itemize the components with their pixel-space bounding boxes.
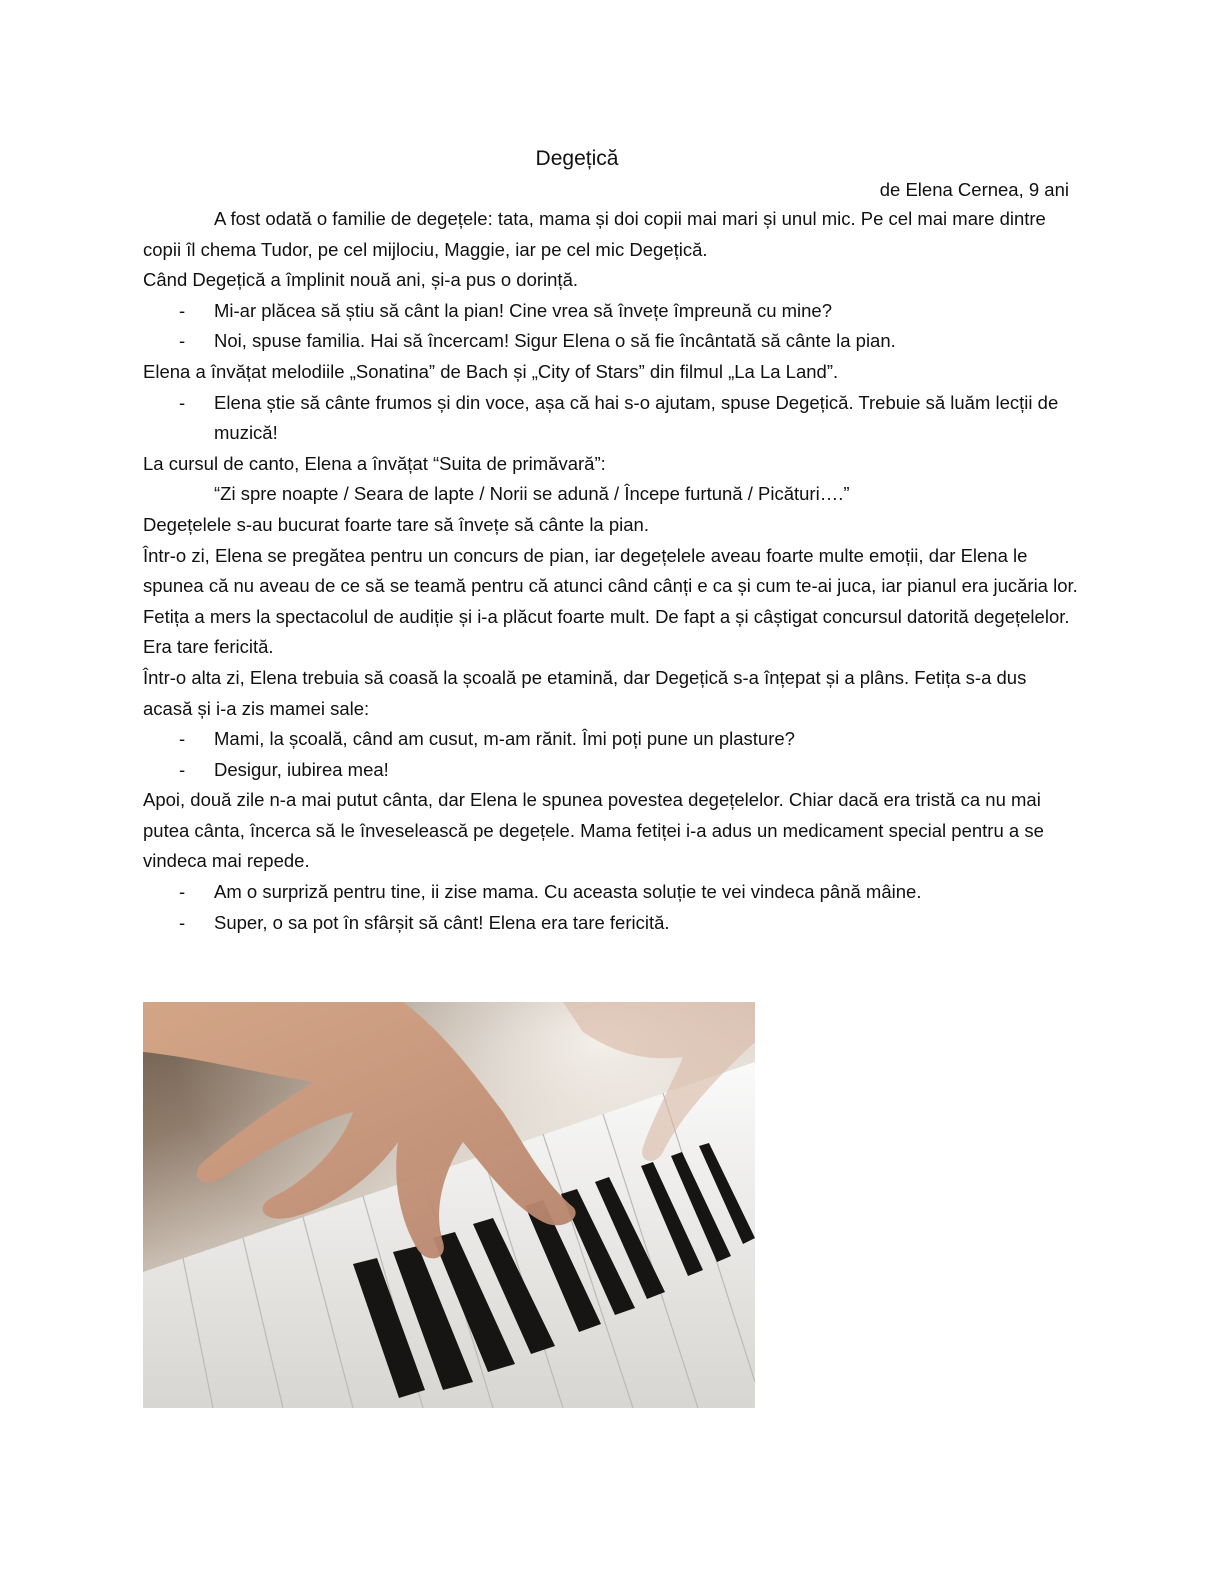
dash-mark: - [179,391,186,413]
story-body [143,204,1079,938]
paragraph: Când Degețică a împlinit nouă ani, și-a pus o dorință. [143,269,579,291]
dialogue-line [143,908,1079,939]
dash-mark: - [179,728,186,750]
dialogue-line [143,326,1079,357]
piano-hands-photo [143,1002,755,1408]
dialogue-line [143,724,1079,755]
paragraph: Într-o alta zi, Elena trebuia să coasă la școală pe etamină, dar Degețică s-a înțepat și a plâns. Fetița s-a dus acasă și i-a zis mamei sale: [143,666,1027,719]
author-line: de Elena Cernea, 9 ani [879,179,1069,200]
dash-mark: - [179,330,186,352]
dash-mark: - [179,911,186,933]
dialogue-text: Elena știe să cânte frumos și din voce, așa că hai s-o ajutam, spuse Degețică. Trebuie să luăm lecții de muzică! [214,391,1059,444]
dash-mark: - [179,299,186,321]
dash-mark: - [179,758,186,780]
dialogue-line [143,296,1079,327]
dialogue-line [143,755,1079,786]
paragraph: Fetița a mers la spectacolul de audiție și i-a plăcut foarte mult. De fapt a și câștigat concursul datorită degețelelor. Era tare fericită. [143,605,1070,658]
paragraph: Degețelele s-au bucurat foarte tare să învețe să cânte la pian. [143,513,649,535]
piano-keys-illustration [143,1002,755,1408]
paragraph: Apoi, două zile n-a mai putut cânta, dar Elena le spunea povestea degețelelor. Chiar dacă era tristă ca nu mai putea cânta, încerca să le înveselească pe degețele. Mama fetiței i-a adus un medicament special pentru a se vindeca mai repede. [143,789,1044,872]
paragraph: La cursul de canto, Elena a învățat “Suita de primăvară”: [143,452,606,474]
paragraph: Elena a învățat melodiile „Sonatina” de Bach și „City of Stars” din filmul „La La Land”. [143,360,839,382]
song-quote: “Zi spre noapte / Seara de lapte / Norii se adună / Începe furtună / Picături….” [214,483,850,505]
document-title: Degețică [535,147,619,170]
paragraph: Într-o zi, Elena se pregătea pentru un concurs de pian, iar degețelele aveau foarte multe emoții, dar Elena le spunea că nu aveau de ce să se teamă pentru că atunci când cânți e ca și cum te-ai juca, iar pianul era jucăria lor. [143,544,1078,597]
dialogue-text: Noi, spuse familia. Hai să încercam! Sigur Elena o să fie încântată să cânte la pian. [214,330,896,352]
dialogue-line [143,388,1079,449]
dialogue-line [143,877,1079,908]
dialogue-text: Mami, la școală, când am cusut, m-am rănit. Îmi poți pune un plasture? [214,728,795,750]
dialogue-text: Desigur, iubirea mea! [214,758,389,780]
dialogue-text: Am o surpriză pentru tine, ii zise mama. Cu aceasta soluție te vei vindeca până mâine. [214,881,922,903]
paragraph: A fost odată o familie de degețele: tata, mama și doi copii mai mari și unul mic. Pe cel mai mare dintre copii îl chema Tudor, pe cel mijlociu, Maggie, iar pe cel mic Degețică. [143,208,1046,260]
dialogue-text: Mi-ar plăcea să știu să cânt la pian! Cine vrea să învețe împreună cu mine? [214,299,833,321]
dash-mark: - [179,881,186,903]
dialogue-text: Super, o sa pot în sfârșit să cânt! Elena era tare fericită. [214,911,670,933]
